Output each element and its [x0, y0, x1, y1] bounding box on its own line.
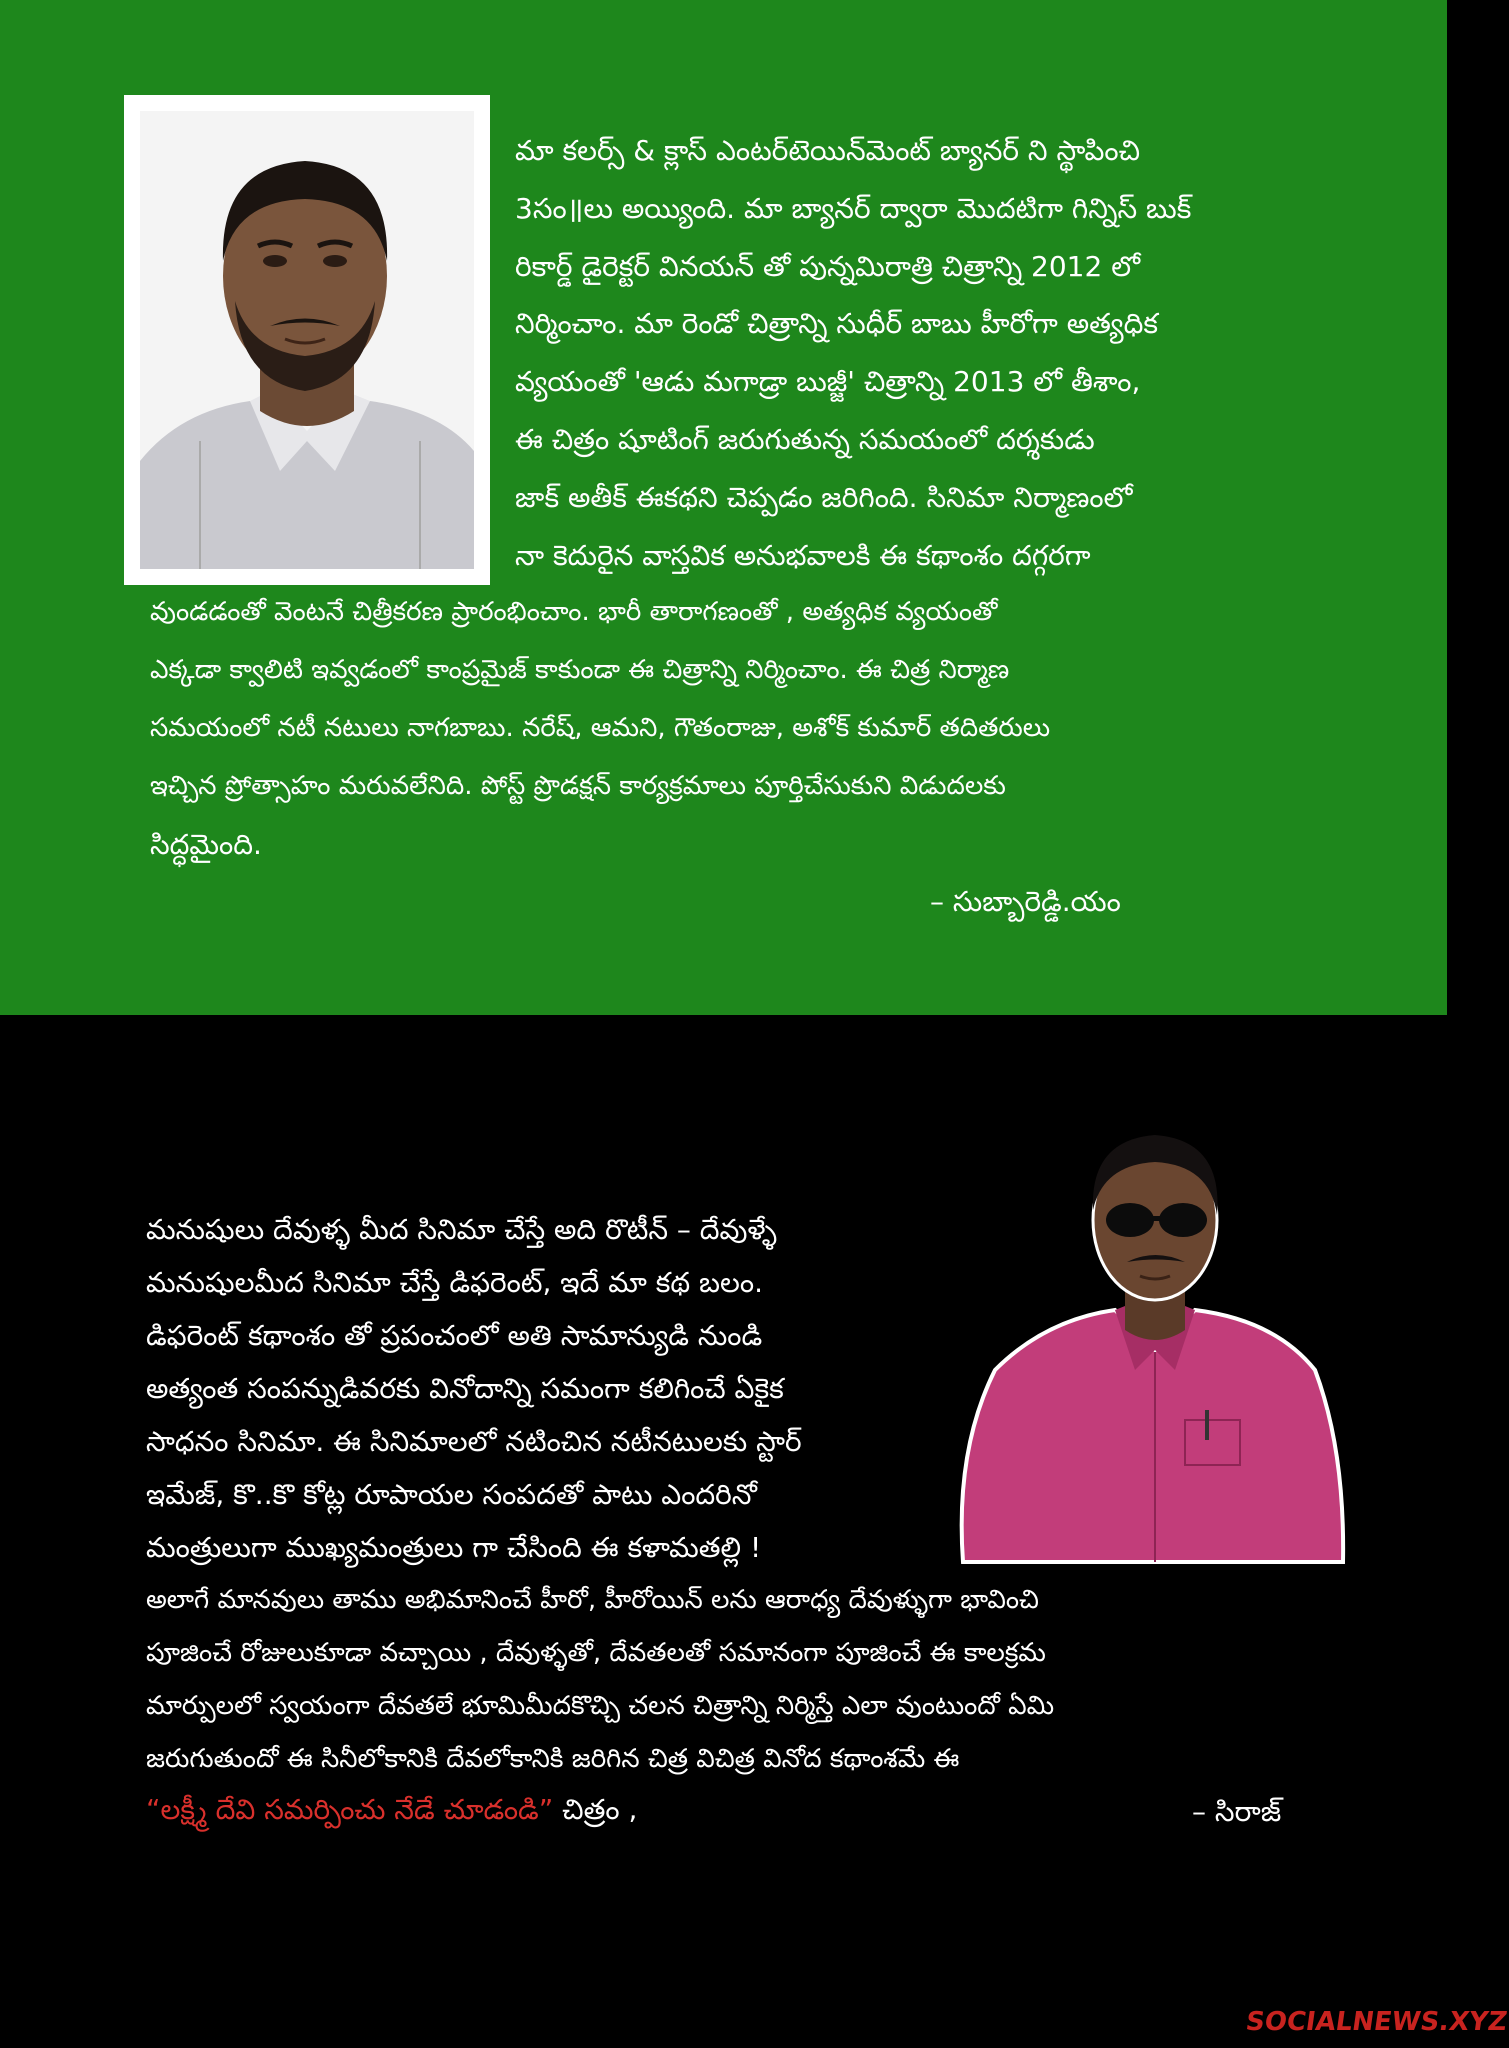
- statement-line: వ్యయంతో 'ఆడు మగాడ్రా బుజ్జీ' చిత్రాన్ని 2013 లో తీశాం,: [515, 365, 1141, 399]
- statement-line: జాక్ అతీక్ ఈకథని చెప్పడం జరిగింది. సినిమా నిర్మాణంలో: [515, 480, 1133, 514]
- statement-line: పూజించే రోజులుకూడా వచ్చాయి , దేవుళ్ళతో, దేవతలతో సమానంగా పూజించే ఈ కాలక్రమ: [146, 1638, 1046, 1668]
- statement-line: రికార్డ్ డైరెక్టర్ వినయన్ తో పున్నమిరాత్రి చిత్రాన్ని 2012 లో: [515, 249, 1141, 283]
- watermark: SOCIALNEWS.XYZ: [1243, 2007, 1509, 2037]
- statement-line: అలాగే మానవులు తాము అభిమానించే హీరో, హీరోయిన్ లను ఆరాధ్య దేవుళ్ళుగా భావించి: [146, 1585, 1039, 1615]
- movie-title-line: [146, 1793, 637, 1833]
- statement-line: నిర్మించాం. మా రెండో చిత్రాన్ని సుధీర్ బాబు హీరోగా అత్యధిక: [515, 307, 1158, 341]
- movie-title: “లక్ష్మీ దేవి సమర్పించు నేడే చూడండి”: [146, 1793, 554, 1826]
- statement-line: మార్పులలో స్వయంగా దేవతలే భూమిమీదకొచ్చి చలన చిత్రాన్ని నిర్మిస్తే ఎలా వుంటుందో ఏమి: [146, 1691, 1055, 1721]
- producer-signature: – సుబ్బారెడ్డి.యం: [930, 885, 1121, 918]
- statement-line: సాధనం సినిమా. ఈ సినిమాలలో నటించిన నటీనటులకు స్టార్: [146, 1425, 802, 1458]
- statement-line: సిద్ధమైంది.: [150, 827, 262, 861]
- statement-line: మనుషులు దేవుళ్ళ మీద సినిమా చేస్తే అది రొటీన్ – దేవుళ్ళే: [146, 1213, 777, 1246]
- statement-line: అత్యంత సంపన్నుడివరకు వినోదాన్ని సమంగా కలిగించే ఏకైక: [146, 1372, 784, 1405]
- statement-line: 3సం॥లు అయ్యింది. మా బ్యానర్ ద్వారా మొదటిగా గిన్నిస్ బుక్: [515, 191, 1192, 225]
- statement-line: ఇమేజ్, కొ..కొ కోట్ల రూపాయల సంపదతో పాటు ఎందరినో: [146, 1478, 757, 1511]
- statement-line: నా కెదురైన వాస్తవిక అనుభవాలకి ఈ కథాంశం దగ్గరగా: [515, 538, 1091, 572]
- statement-line: డిఫరెంట్ కథాంశం తో ప్రపంచంలో అతి సామాన్యుడి నుండి: [146, 1319, 763, 1352]
- director-statement: [146, 1203, 1054, 1786]
- statement-line: ఇచ్చిన ప్రోత్సాహం మరువలేనిది. పోస్ట్ ప్రొడక్షన్ కార్యక్రమాలు పూర్తిచేసుకుని విడుదలకు: [150, 770, 1006, 801]
- movie-title-suffix: చిత్రం ,: [553, 1793, 638, 1826]
- statement-line: ఎక్కడా క్వాలిటి ఇవ్వడంలో కాంప్రమైజ్ కాకుండా ఈ చిత్రాన్ని నిర్మించాం. ఈ చిత్ర నిర్మాణ: [150, 655, 1010, 686]
- statement-line: వుండడంతో వెంటనే చిత్రీకరణ ప్రారంభించాం. భారీ తారాగణంతో , అత్యధిక వ్యయంతో: [150, 597, 998, 628]
- statement-line: ఈ చిత్రం షూటింగ్ జరుగుతున్న సమయంలో దర్శకుడు: [515, 422, 1095, 456]
- statement-line: జరుగుతుందో ఈ సినీలోకానికి దేవలోకానికి జరిగిన చిత్ర విచిత్ర వినోద కథాంశమే ఈ: [146, 1744, 960, 1774]
- statement-line: మా కలర్స్ & క్లాస్ ఎంటర్‌టెయిన్‌మెంట్ బ్యానర్ ని స్థాపించి: [515, 134, 1141, 167]
- statement-line: సమయంలో నటీ నటులు నాగబాబు. నరేష్, ఆమని, గౌతంరాజు, అశోక్ కుమార్ తదితరులు: [150, 712, 1051, 743]
- statement-line: మనుషులమీద సినిమా చేస్తే డిఫరెంట్, ఇదే మా కథ బలం.: [146, 1266, 763, 1299]
- statement-line: మంత్రులుగా ముఖ్యమంత్రులు గా చేసింది ఈ కళామతల్లి !: [146, 1531, 762, 1564]
- producer-statement: [150, 122, 1191, 873]
- director-signature: – సిరాజ్: [1192, 1795, 1282, 1828]
